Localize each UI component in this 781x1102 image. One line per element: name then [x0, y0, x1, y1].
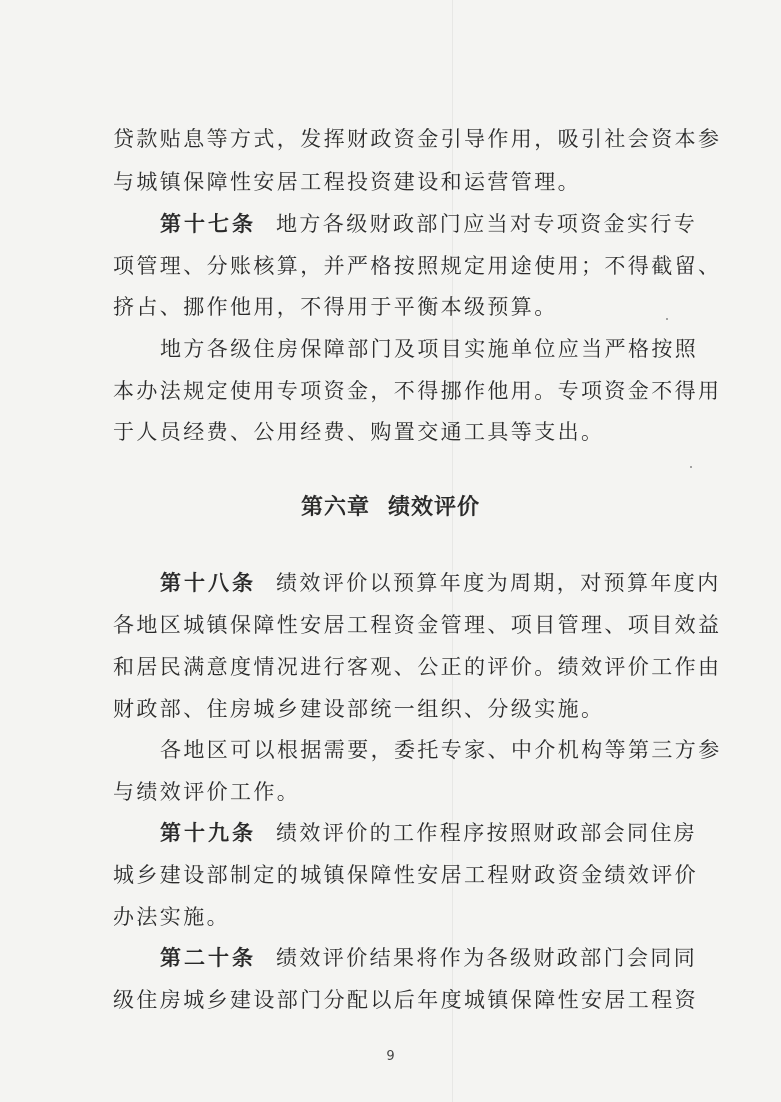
- article-20-line: [160, 946, 697, 970]
- article-17-text: 地方各级财政部门应当对专项资金实行专: [276, 212, 698, 236]
- text-line-10: 各地区城镇保障性安居工程资金管理、项目管理、项目效益: [113, 613, 722, 637]
- text-line-11: 和居民满意度情况进行客观、公正的评价。绩效评价工作由: [113, 655, 722, 679]
- article-17-line: [160, 212, 697, 236]
- text-line-2: 与城镇保障性安居工程投资建设和运营管理。: [113, 170, 581, 194]
- article-18-line: [160, 571, 721, 595]
- scan-speck: [666, 318, 668, 320]
- chapter-heading: [0, 496, 781, 520]
- article-19-line: [160, 821, 697, 845]
- article-18-text: 绩效评价以预算年度为周期，对预算年度内: [276, 571, 721, 595]
- text-line-19: 级住房城乡建设部门分配以后年度城镇保障性安居工程资: [113, 988, 698, 1012]
- text-line-5: 挤占、挪作他用，不得用于平衡本级预算。: [113, 295, 558, 319]
- chapter-title: 绩效评价: [388, 495, 481, 520]
- text-line-1: 贷款贴息等方式，发挥财政资金引导作用，吸引社会资本参: [113, 127, 722, 151]
- text-line-16: 城乡建设部制定的城镇保障性安居工程财政资金绩效评价: [113, 863, 698, 887]
- text-line-6: 地方各级住房保障部门及项目实施单位应当严格按照: [160, 337, 699, 361]
- scan-fold-line: [452, 0, 453, 1102]
- article-19-heading: 第十九条: [160, 821, 256, 845]
- article-17-heading: 第十七条: [160, 212, 256, 236]
- text-line-12: 财政部、住房城乡建设部统一组织、分级实施。: [113, 697, 605, 721]
- text-line-7: 本办法规定使用专项资金，不得挪作他用。专项资金不得用: [113, 379, 722, 403]
- article-19-text: 绩效评价的工作程序按照财政部会同住房: [276, 821, 698, 845]
- chapter-number: 第六章: [300, 495, 370, 520]
- text-line-8: 于人员经费、公用经费、购置交通工具等支出。: [113, 420, 605, 444]
- text-line-4: 项管理、分账核算，并严格按照规定用途使用；不得截留、: [113, 254, 722, 278]
- article-20-heading: 第二十条: [160, 946, 256, 970]
- text-line-17: 办法实施。: [113, 905, 230, 929]
- article-20-text: 绩效评价结果将作为各级财政部门会同同: [276, 946, 698, 970]
- article-18-heading: 第十八条: [160, 571, 256, 595]
- page-number: 9: [386, 1049, 395, 1064]
- text-line-13: 各地区可以根据需要，委托专家、中介机构等第三方参: [160, 738, 722, 762]
- text-line-14: 与绩效评价工作。: [113, 780, 301, 804]
- scan-speck: [690, 466, 692, 468]
